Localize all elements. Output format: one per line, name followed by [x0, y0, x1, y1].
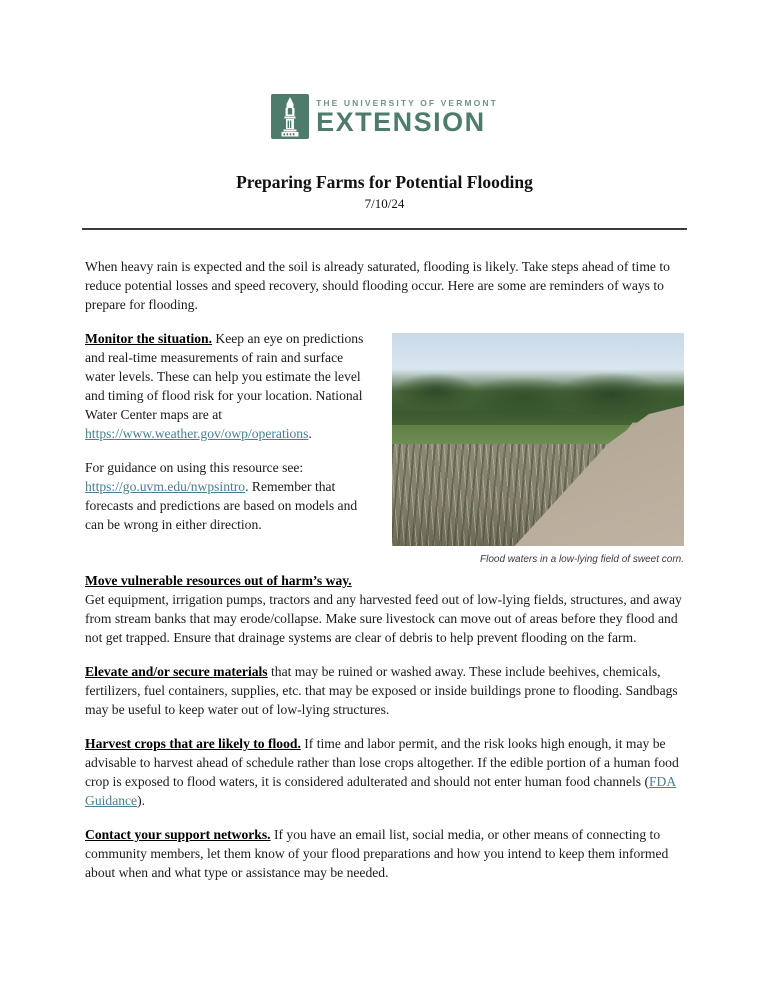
contact-paragraph — [85, 825, 684, 882]
harvest-paragraph — [85, 734, 684, 810]
logo-institution-label: THE UNIVERSITY OF VERMONT — [316, 97, 498, 108]
guidance-text-tail: . Remember that forecasts and predictions are based on models and can be wrong in either direction. — [85, 479, 358, 532]
header-divider — [82, 228, 687, 230]
photo-caption: Flood waters in a low-lying field of sweet corn. — [480, 554, 684, 565]
weather-gov-link[interactable]: https://www.weather.gov/owp/operations — [85, 426, 309, 441]
contact-heading: Contact your support networks. — [85, 827, 271, 842]
contact-text: If you have an email list, social media, or other means of connecting to community members, let them know of your flood preparations and how you intend to keep them informed about when and what type or assistance may be needed. — [85, 827, 669, 880]
uvm-extension-logo — [271, 94, 498, 139]
logo-block — [85, 0, 684, 139]
uvm-tower-icon — [271, 94, 309, 139]
move-text: Get equipment, irrigation pumps, tractors and any harvested feed out of low-lying fields, structures, and away from stream banks that may erode/collapse. Make sure livestock can move out of areas before they flood and not get trapped. Ensure that drainage systems are clear of debris to help prevent flooding on the farm. — [85, 592, 682, 645]
monitor-text-tail: . — [308, 426, 312, 441]
logo-division-label: EXTENSION — [316, 106, 486, 137]
monitor-heading: Monitor the situation. — [85, 331, 213, 346]
intro-paragraph: When heavy rain is expected and the soil is already saturated, flooding is likely. Take steps ahead of time to reduce potential losses and speed recovery, should flooding occur. Here are some are reminders of ways to prepare for flooding. — [85, 259, 670, 312]
page-title: Preparing Farms for Potential Flooding — [236, 172, 533, 192]
uvm-nwpsintro-link[interactable]: https://go.uvm.edu/nwpsintro — [85, 479, 246, 494]
flood-field-photo — [392, 333, 684, 546]
harvest-text-tail: ). — [137, 793, 146, 808]
guidance-text: For guidance on using this resource see: — [85, 460, 304, 475]
harvest-text: If time and labor permit, and the risk looks high enough, it may be advisable to harvest ahead of schedule rather than lose crops altogether. If the edible portion of a human food crop is exposed to flood waters, it is considered adulterated and should not enter human food channels ( — [85, 736, 679, 789]
fda-guidance-link[interactable]: FDA Guidance — [85, 774, 677, 808]
elevate-heading: Elevate and/or secure materials — [85, 664, 268, 679]
move-heading: Move vulnerable resources out of harm’s way. — [85, 573, 352, 588]
monitor-text: Keep an eye on predictions and real-time measurements of rain and surface water levels. These can help you estimate the level and timing of flood risk for your location. National Water Center maps are at — [85, 331, 364, 422]
elevate-paragraph — [85, 662, 684, 719]
harvest-heading: Harvest crops that are likely to flood. — [85, 736, 301, 751]
logo-text — [316, 98, 498, 136]
document-date: 7/10/24 — [364, 196, 405, 211]
move-paragraph — [85, 571, 684, 647]
flood-photo-figure — [392, 333, 684, 569]
document-body — [85, 257, 684, 882]
elevate-text: that may be ruined or washed away. These include beehives, chemicals, fertilizers, fuel containers, supplies, etc. that may be exposed or inside buildings prone to flooding. Sandbags may be useful to keep water out of low-lying structures. — [85, 664, 678, 717]
